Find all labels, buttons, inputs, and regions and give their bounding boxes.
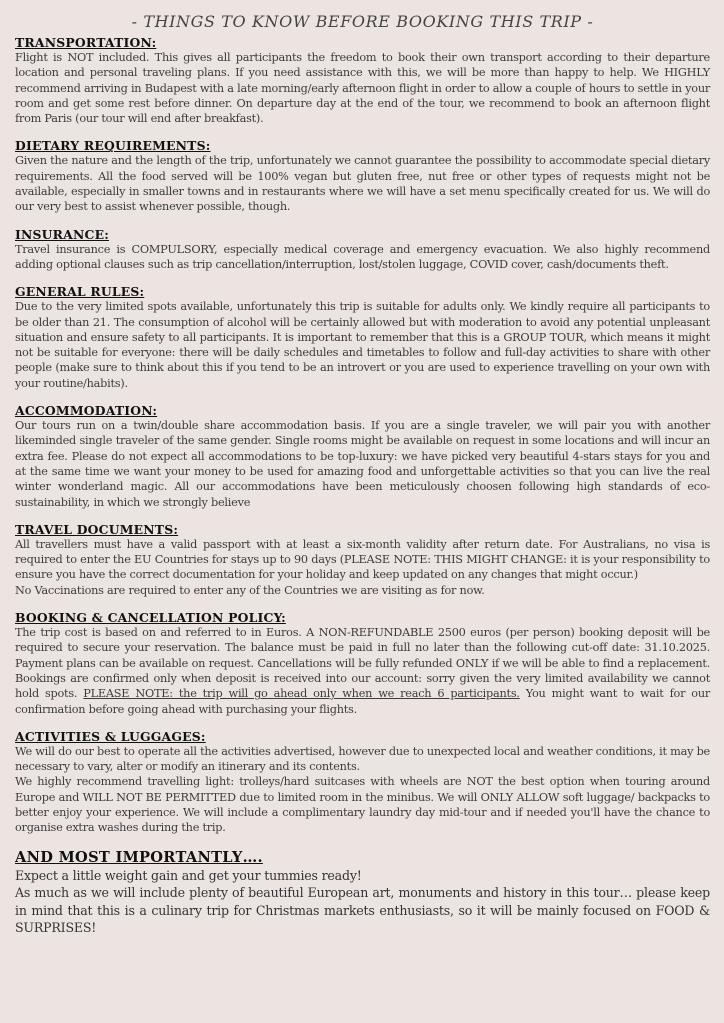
section-general-rules [15,284,710,391]
section-heading: TRANSPORTATION: [15,35,157,50]
section-heading: INSURANCE: [15,226,109,242]
page-title: - THINGS TO KNOW BEFORE BOOKING THIS TRIP - [131,12,594,31]
section-paragraph: Given the nature and the length of the trip, unfortunately we cannot guarantee the possibility to accommodate special dietary requirements. All the food served will be 100% vegan but gluten free, nut free or other types of requests might not be available, especially in smaller towns and in restaurants where we will have a set menu specifically created for us. We will do our very best to assist whenever possible, though. [15,154,710,214]
final-paragraph: Expect a little weight gain and get your tummies ready! [15,867,362,883]
policy-text: The trip cost is based on and referred to in Euros. A NON-REFUNDABLE 2500 euros (per person) booking deposit will be required to secure your reservation. The balance must be paid in full no later than the following cut-off date: 31.10.2025. Payment plans can be available on request. Cancellations will be fully refunded ONLY if we will be able to find a replacement. Bookings are confirmed only when deposit is received into our account: sorry given the very limited availability we cannot hold spots. [15,626,710,701]
section-paragraph: Due to the very limited spots available, unfortunately this trip is suitable for adults only. We kindly require all participants to be older than 21. The consumption of alcohol will be certainly allowed but with moderation to avoid any potential unpleasant situation and ensure safety to all participants. It is important to remember that this is a GROUP TOUR, which means it might not be suitable for everyone: there will be daily schedules and timetables to follow and full-day activities to share with other people (make sure to think about this if you tend to be an introvert or you are used to experience travelling on your own with your routine/habits). [15,300,710,390]
section-activities-luggages [15,729,710,836]
section-paragraph: Flight is NOT included. This gives all participants the freedom to book their own transport according to their departure location and personal traveling plans. If you need assistance with this, we will be more than happy to help. We HIGHLY recommend arriving in Budapest with a late morning/early afternoon flight in order to allow a couple of hours to settle in your room and get some rest before dinner. On departure day at the end of the tour, we recommend to book an afternoon flight from Paris (our tour will end after breakfast). [15,51,710,126]
section-heading: TRAVEL DOCUMENTS: [15,521,179,537]
final-paragraph: As much as we will include plenty of beautiful European art, monuments and history in this tour… please keep in mind that this is a culinary trip for Christmas markets enthusiasts, so it will be mainly focused on FOOD & SURPRISES! [15,885,710,936]
section-paragraph: We will do our best to operate all the activities advertised, however due to unexpected local and weather conditions, it may be necessary to vary, alter or modify an itinerary and its contents. [15,744,710,774]
section-travel-documents [15,522,710,598]
section-paragraph: We highly recommend travelling light: trolleys/hard suitcases with wheels are NOT the best option when touring around Europe and WILL NOT BE PERMITTED due to limited room in the minibus. We will ONLY ALLOW soft luggage/ backpacks to better enjoy your experience. We will include a complimentary laundry day mid-tour and if needed you'll have the chance to organise extra washes during the trip. [15,775,710,835]
confirmation-text: You might want to wait for our confirmation before going ahead with purchasing your flights. [15,687,710,716]
section-paragraph [15,625,710,717]
section-heading: ACCOMMODATION: [15,403,158,419]
section-accommodation [15,403,710,510]
section-paragraph: No Vaccinations are required to enter any of the Countries we are visiting as for now. [15,583,485,597]
section-paragraph: Our tours run on a twin/double share accommodation basis. If you are a single traveler, we will pair you with another likeminded single traveler of the same gender. Single rooms might be available on request in some locations and will incur an extra fee. Please do not expect all accommodations to be top-luxury: we have picked very beautiful 4-stars stays for you and at the same time we want your money to be used for amazing food and unforgettable activities so that you can live the real winter wonderland magic. All our accommodations have been meticulously choosen following high standards of eco-sustainability, in which we strongly believe [15,419,710,509]
section-dietary-requirements [15,138,710,214]
final-heading: AND MOST IMPORTANTLY…. [15,848,263,866]
section-most-importantly [15,848,710,937]
participants-note: PLEASE NOTE: the trip will go ahead only when we reach 6 participants. [83,687,520,701]
section-heading: BOOKING & CANCELLATION POLICY: [15,610,286,626]
section-paragraph: All travellers must have a valid passport with at least a six-month validity after return date. For Australians, no visa is required to enter the EU Countries for stays up to 90 days (PLEASE NOTE: THIS MIGHT CHANGE: it is your responsibility to ensure you have the correct documentation for your holiday and keep updated on any changes that might occur.) [15,537,710,582]
section-heading: DIETARY REQUIREMENTS: [15,138,211,154]
section-paragraph: Travel insurance is COMPULSORY, especially medical coverage and emergency evacuation. We also highly recommend adding optional clauses such as trip cancellation/interruption, lost/stolen luggage, COVID cover, cash/documents theft. [15,242,710,271]
section-transportation [15,35,710,126]
section-heading: ACTIVITIES & LUGGAGES: [15,728,206,744]
section-heading: GENERAL RULES: [15,284,145,300]
section-booking-cancellation-policy [15,610,710,717]
section-insurance [15,227,710,273]
